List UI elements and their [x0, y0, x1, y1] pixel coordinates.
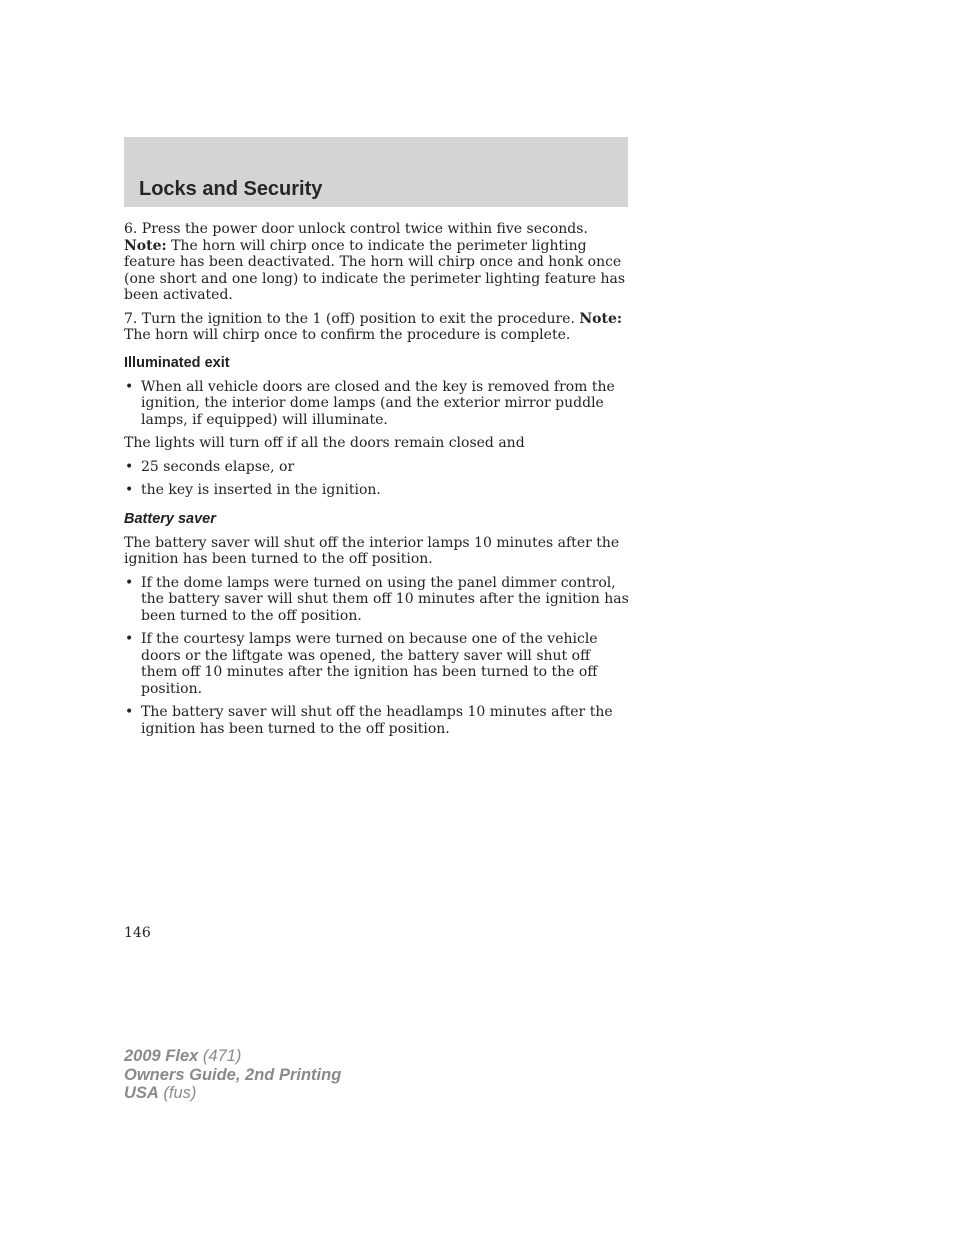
bullet-icon: • — [125, 378, 134, 395]
step-7-paragraph — [124, 311, 630, 344]
step-7-note-text: The horn will chirp once to confirm the procedure is complete. — [124, 327, 571, 343]
page-number: 146 — [124, 925, 151, 941]
footer-model-code: (471) — [198, 1047, 242, 1065]
list-item-text: If the dome lamps were turned on using the panel dimmer control, the battery saver will shut them off 10 minutes after the ignition has been turned to the off position. — [141, 574, 629, 624]
bullet-icon: • — [125, 574, 134, 591]
battery-saver-bullet-list — [124, 575, 630, 738]
illuminated-exit-heading: Illuminated exit — [124, 354, 230, 371]
footer-region-code: (fus) — [158, 1084, 197, 1102]
list-item-text: If the courtesy lamps were turned on because one of the vehicle doors or the liftgate was opened, the battery saver will shut off them off 10 minutes after the ignition has been turned to the off position. — [141, 631, 598, 697]
list-item-text: 25 seconds elapse, or — [141, 458, 295, 475]
lights-off-conditions-list — [124, 459, 630, 499]
list-item — [124, 631, 630, 697]
step-6-text: 6. Press the power door unlock control twice within five seconds. — [124, 221, 588, 237]
bullet-icon: • — [125, 631, 134, 647]
footer-line-model — [124, 1047, 341, 1066]
step-7-note-label: Note: — [579, 310, 623, 327]
list-item-text: The battery saver will shut off the headlamps 10 minutes after the ignition has been turned to the off position. — [141, 704, 613, 737]
document-footer — [124, 1047, 341, 1103]
battery-saver-paragraph: The battery saver will shut off the interior lamps 10 minutes after the ignition has been turned to the off position. — [124, 534, 620, 567]
list-item — [124, 575, 630, 625]
step-6-paragraph — [124, 221, 630, 304]
list-item-text: When all vehicle doors are closed and the key is removed from the ignition, the interior dome lamps (and the exterior mirror puddle lamps, if equipped) will illuminate. — [141, 378, 615, 428]
page-content — [124, 221, 630, 744]
illuminated-exit-bullet-list — [124, 379, 630, 429]
list-item — [124, 704, 630, 737]
list-item — [124, 459, 630, 476]
lights-off-paragraph: The lights will turn off if all the doors remain closed and — [124, 435, 525, 451]
footer-line-guide — [124, 1066, 341, 1085]
bullet-icon: • — [125, 482, 134, 498]
footer-guide-edition: Owners Guide, 2nd Printing — [124, 1065, 342, 1084]
bullet-icon: • — [125, 704, 134, 720]
step-7-text: 7. Turn the ignition to the 1 (off) position to exit the procedure. — [124, 310, 580, 327]
section-title: Locks and Security — [139, 178, 323, 200]
step-6-note-label: Note: — [124, 237, 167, 254]
footer-line-region — [124, 1084, 341, 1103]
battery-saver-heading: Battery saver — [124, 510, 216, 527]
list-item-text: the key is inserted in the ignition. — [141, 482, 381, 498]
section-header-band — [124, 137, 628, 207]
list-item — [124, 482, 630, 499]
list-item — [124, 379, 630, 429]
step-6-note-text: The horn will chirp once to indicate the perimeter lighting feature has been deactivated. The horn will chirp once and honk once (one short and one long) to indicate the perimeter lighting feature has been activated. — [124, 237, 626, 303]
footer-model: 2009 Flex — [124, 1047, 199, 1065]
footer-region: USA — [124, 1084, 159, 1102]
bullet-icon: • — [125, 458, 134, 475]
